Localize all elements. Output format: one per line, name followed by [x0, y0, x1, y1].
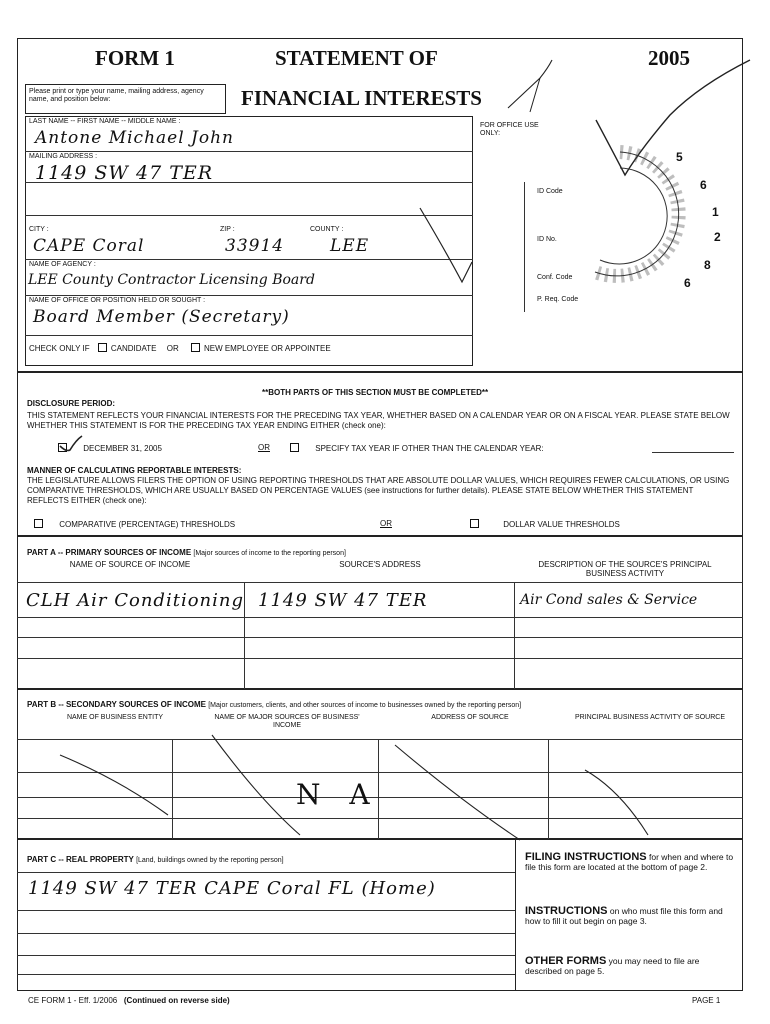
- manner-or: OR: [380, 519, 392, 528]
- part-a-row1-address: 1149 SW 47 TER: [258, 590, 428, 611]
- id-code-label: ID Code: [537, 188, 563, 195]
- who-must-file-instructions: INSTRUCTIONS on who must file this form and how to fill it out begin on page 3.: [525, 905, 723, 926]
- part-b-col1-header: NAME OF BUSINESS ENTITY: [66, 714, 164, 721]
- manner-text: THE LEGISLATURE ALLOWS FILERS THE OPTION OF USING REPORTING THRESHOLDS THAT ARE ABSOLUTE DOLLAR VALUES, WHICH REQUIRES FEWER CALCULATIONS, OR USING COMPARATIVE THRESHOLDS, WHICH ARE USUALLY BASED ON PERCENTAGE VALUES (see instructions for further details). PLEASE STATE BELOW WHETHER THIS STATEMENT REFLECTS EITHER (check one):: [27, 476, 730, 505]
- position-label: NAME OF OFFICE OR POSITION HELD OR SOUGHT :: [29, 297, 206, 304]
- name-label: LAST NAME -- FIRST NAME -- MIDDLE NAME :: [29, 118, 181, 125]
- part-a-title: PART A -- PRIMARY SOURCES OF INCOME [Major sources of income to the reporting person]: [27, 548, 346, 557]
- new-employee-checkbox[interactable]: [191, 343, 200, 352]
- part-c-row1: 1149 SW 47 TER CAPE Coral FL (Home): [28, 878, 436, 899]
- stamp-number-2: 6: [700, 178, 707, 192]
- new-employee-label: NEW EMPLOYEE OR APPOINTEE: [203, 344, 331, 353]
- dec31-label: DECEMBER 31, 2005: [83, 444, 162, 453]
- candidate-label: CANDIDATE: [110, 344, 157, 353]
- agency-value: LEE County Contractor Licensing Board: [28, 272, 315, 288]
- zip-value: 33914: [225, 236, 285, 256]
- conf-code-label: Conf. Code: [537, 274, 573, 281]
- part-a-row1-name: CLH Air Conditioning: [26, 590, 244, 611]
- dollar-checkbox[interactable]: [470, 519, 479, 528]
- mailing-label: MAILING ADDRESS :: [29, 153, 98, 160]
- footer-page: PAGE 1: [692, 996, 721, 1005]
- part-a-section: [17, 536, 743, 689]
- check-only-label: CHECK ONLY IF: [29, 344, 90, 353]
- part-b-col4-header: PRINCIPAL BUSINESS ACTIVITY OF SOURCE: [574, 714, 725, 721]
- specify-option: [290, 443, 544, 453]
- footer-form-id: CE FORM 1 - Eff. 1/2006 (Continued on reverse side): [28, 996, 230, 1005]
- candidate-check-row: [29, 343, 331, 353]
- part-b-title: PART B -- SECONDARY SOURCES OF INCOME [Major customers, clients, and other sources of income to businesses owned by the reporting person]: [27, 700, 522, 709]
- county-value: LEE: [330, 236, 370, 256]
- manner-label: MANNER OF CALCULATING REPORTABLE INTERESTS:: [27, 466, 242, 475]
- comparative-checkbox[interactable]: [34, 519, 43, 528]
- part-a-col2-header: SOURCE'S ADDRESS: [339, 560, 421, 569]
- candidate-checkbox[interactable]: [98, 343, 107, 352]
- comparative-label: COMPARATIVE (PERCENTAGE) THRESHOLDS: [59, 520, 236, 529]
- specify-checkbox[interactable]: [290, 443, 299, 452]
- period-label: DISCLOSURE PERIOD:: [27, 399, 116, 408]
- stamp-number-6: 6: [684, 276, 691, 290]
- period-text: THIS STATEMENT REFLECTS YOUR FINANCIAL INTERESTS FOR THE PRECEDING TAX YEAR, WHETHER BASED ON A CALENDAR YEAR OR ON A FISCAL YEAR. PLEASE STATE BELOW WHETHER THIS STATEMENT IS FOR THE PRECEDING TAX YEAR ENDING EITHER (check one):: [27, 411, 730, 430]
- comparative-option: [34, 519, 235, 529]
- form-year: 2005: [648, 46, 690, 70]
- part-a-row1-activity: Air Cond sales & Service: [520, 592, 698, 608]
- specify-label: SPECIFY TAX YEAR IF OTHER THAN THE CALENDAR YEAR:: [315, 444, 544, 453]
- part-b-col3-header: ADDRESS OF SOURCE: [431, 714, 509, 721]
- print-note: Please print or type your name, mailing address, agency name, and position below:: [29, 88, 204, 103]
- form-number: FORM 1: [95, 46, 175, 70]
- period-or: OR: [258, 443, 270, 452]
- form-title-line2: FINANCIAL INTERESTS: [241, 86, 482, 110]
- city-value: CAPE Coral: [33, 236, 145, 256]
- part-a-col3-header: DESCRIPTION OF THE SOURCE'S PRINCIPAL BUSINESS ACTIVITY: [538, 560, 712, 578]
- position-value: Board Member (Secretary): [33, 307, 290, 327]
- county-label: COUNTY :: [310, 226, 344, 233]
- p-req-code-label: P. Req. Code: [537, 296, 579, 303]
- filing-instructions: FILING INSTRUCTIONS for when and where to file this form are located at the bottom of page 2.: [525, 851, 734, 872]
- both-parts-notice: **BOTH PARTS OF THIS SECTION MUST BE COMPLETED**: [262, 388, 489, 397]
- specify-input[interactable]: [652, 452, 734, 453]
- mailing-value: 1149 SW 47 TER: [35, 162, 214, 184]
- dollar-label: DOLLAR VALUE THRESHOLDS: [503, 520, 620, 529]
- part-a-col1-header: NAME OF SOURCE OF INCOME: [69, 560, 191, 569]
- dec31-checkbox[interactable]: [58, 443, 67, 452]
- agency-label: NAME OF AGENCY :: [29, 261, 96, 268]
- stamp-number-1: 5: [676, 150, 683, 164]
- id-no-label: ID No.: [537, 236, 557, 243]
- stamp-number-4: 2: [714, 230, 721, 244]
- other-forms-instructions: OTHER FORMS you may need to file are described on page 5.: [525, 955, 700, 976]
- stamp-number-3: 1: [712, 205, 719, 219]
- candidate-or: OR: [166, 344, 179, 353]
- stamp-number-5: 8: [704, 258, 711, 272]
- part-c-title: PART C -- REAL PROPERTY [Land, buildings owned by the reporting person]: [27, 855, 284, 864]
- form-title-line1: STATEMENT OF: [275, 46, 438, 70]
- city-label: CITY :: [29, 226, 49, 233]
- part-b-col2-header: NAME OF MAJOR SOURCES OF BUSINESS' INCOME: [214, 714, 360, 729]
- name-value: Antone Michael John: [35, 128, 235, 148]
- office-use-title: FOR OFFICE USE ONLY:: [480, 122, 539, 137]
- zip-label: ZIP :: [220, 226, 235, 233]
- dec31-option: [58, 443, 162, 453]
- part-b-section: [17, 689, 743, 839]
- part-b-na-mark: N A: [296, 778, 380, 811]
- dollar-option: [470, 519, 620, 529]
